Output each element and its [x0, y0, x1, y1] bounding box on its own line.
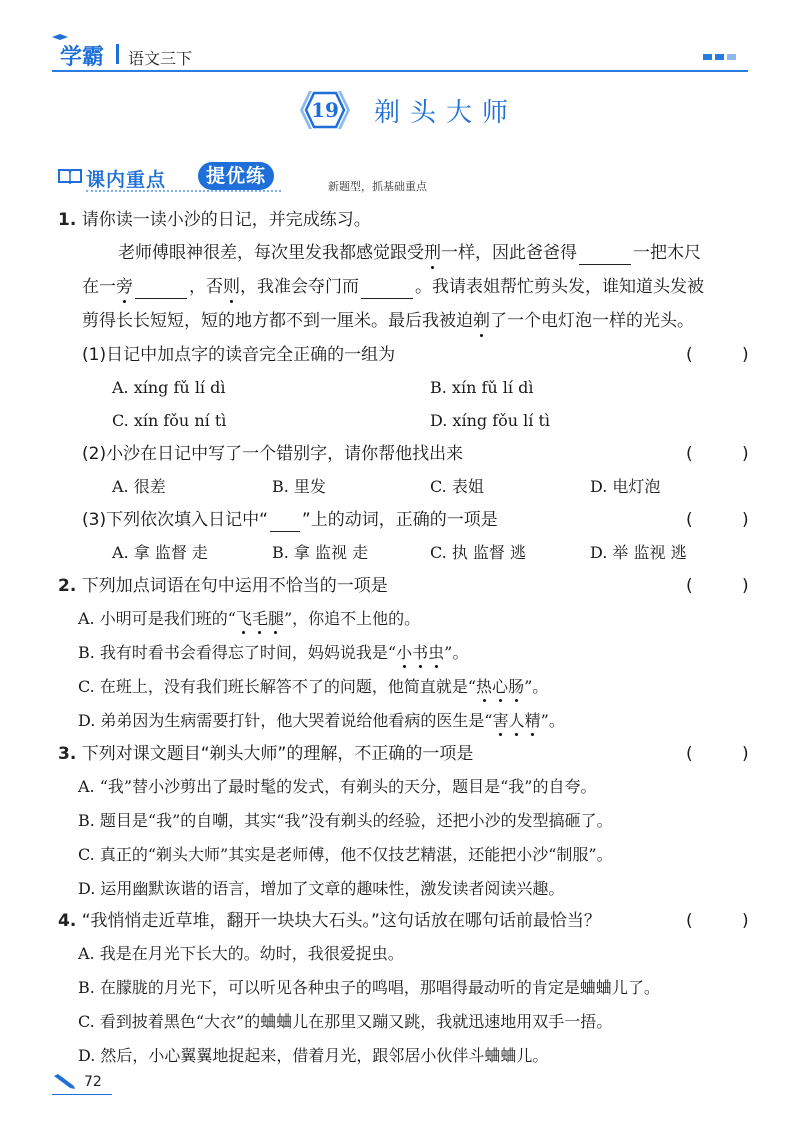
question-stem: 下列加点词语在句中运用不恰当的一项是: [81, 576, 388, 596]
answer-paren[interactable]: ( ): [686, 510, 771, 530]
header-divider: [52, 70, 748, 72]
brand-separator: [116, 44, 119, 64]
sub-question-3: [82, 508, 498, 532]
option-c[interactable]: C. 执 监督 逃: [430, 543, 527, 562]
page-number: 72: [84, 1074, 102, 1090]
option-c[interactable]: C. 看到披着黑色“大衣”的蛐蛐儿在那里又蹦又跳，我就迅速地用双手一捂。: [78, 1012, 613, 1031]
option-a[interactable]: A. xíng fǔ lí dì: [112, 378, 226, 397]
question-stem: 请你读一读小沙的日记，并完成练习。: [81, 210, 371, 230]
question-2: [58, 574, 388, 598]
diary-line-2: [82, 275, 704, 299]
option-b[interactable]: B. 在朦胧的月光下，可以听见各种虫子的鸣唱，那唱得最动听的肯定是蛐蛐儿了。: [78, 978, 660, 997]
sub-question-2: (2)小沙在日记中写了一个错别字，请你帮他找出来: [82, 444, 464, 464]
dotted-char: 毛: [251, 609, 268, 628]
option-d[interactable]: D. 运用幽默诙谐的语言，增加了文章的趣味性，激发读者阅读兴趣。: [78, 879, 565, 898]
question-4: [58, 909, 601, 933]
option-a[interactable]: A. “我”替小沙剪出了最时髦的发式，有剃头的天分，题目是“我”的自夸。: [78, 777, 597, 796]
option-b[interactable]: B. 题目是“我”的自嘲，其实“我”没有剃头的经验，还把小沙的发型搞砸了。: [78, 811, 613, 830]
option-a[interactable]: [78, 607, 420, 631]
option-b[interactable]: B. 拿 监视 走: [272, 543, 369, 562]
sub-question-1: (1)日记中加点字的读音完全正确的一组为: [82, 345, 396, 365]
dotted-char: 腿: [267, 609, 284, 628]
dotted-char: 热: [476, 677, 493, 696]
option-text: ”。: [524, 677, 549, 696]
page-footer: [52, 1068, 172, 1098]
diary-text: 在一: [82, 277, 116, 297]
footer-divider: [52, 1094, 112, 1095]
option-d[interactable]: [78, 709, 565, 733]
option-b[interactable]: [78, 641, 468, 665]
lesson-number: 19: [311, 98, 339, 122]
answer-paren[interactable]: ( ): [686, 744, 771, 764]
option-d[interactable]: D. xíng fǒu lí tì: [430, 411, 551, 430]
diary-text: 了一个电灯泡一样的光头。: [490, 311, 694, 331]
question-3: [58, 742, 473, 766]
question-number: 3.: [58, 744, 77, 764]
option-c[interactable]: C. 表姐: [430, 477, 484, 496]
section-bar: [58, 160, 458, 194]
dotted-char: 小: [396, 643, 413, 662]
option-text: D. 弟弟因为生病需要打针，他大哭着说给他看病的医生是“: [78, 711, 493, 730]
option-text: B. 我有时看书会看得忘了时间，妈妈说我是“: [78, 643, 397, 662]
question-1: [58, 208, 371, 232]
diary-text: 一把木尺: [633, 243, 701, 263]
blank-marker: [270, 514, 300, 532]
dotted-word: [396, 643, 444, 662]
option-d[interactable]: D. 举 监视 逃: [590, 543, 687, 562]
option-d[interactable]: D. 然后，小心翼翼地捉起来，借着月光，跟邻居小伙伴斗蛐蛐儿。: [78, 1046, 549, 1065]
dotted-char: 刑: [424, 243, 441, 263]
book-icon: [58, 168, 82, 184]
lesson-heading: [298, 88, 518, 132]
diary-text: 一样，因此爸爸得: [441, 243, 577, 263]
option-text: ”。: [444, 643, 469, 662]
fill-blank[interactable]: [579, 247, 631, 265]
answer-paren[interactable]: ( ): [686, 911, 771, 931]
dotted-char: 肠: [508, 677, 525, 696]
fill-blank[interactable]: [135, 281, 187, 299]
subject-label: 语文三下: [128, 49, 193, 68]
diary-line-1: [118, 241, 701, 265]
option-a[interactable]: A. 我是在月光下长大的。幼时，我很爱捉虫。: [78, 944, 404, 963]
section-note: 新题型，抓基础重点: [328, 180, 427, 193]
diary-text: ，我准会夺门而: [240, 277, 359, 297]
brand-logo: 学霸: [60, 45, 105, 70]
question-stem: “我悄悄走近草堆，翻开一块块大石头。”这句话放在哪句话前最恰当？: [81, 911, 601, 931]
diary-line-3: [82, 309, 694, 333]
dotted-char: 心: [492, 677, 509, 696]
question-number: 4.: [58, 911, 77, 931]
option-d[interactable]: D. 电灯泡: [590, 477, 661, 496]
answer-paren[interactable]: ( ): [686, 576, 771, 596]
answer-paren[interactable]: ( ): [686, 345, 771, 365]
dotted-char: 则: [223, 277, 240, 297]
option-a[interactable]: A. 很差: [112, 477, 166, 496]
section-pill: 提优练: [198, 162, 274, 190]
option-text: ”。: [540, 711, 565, 730]
option-b[interactable]: B. 里发: [272, 477, 326, 496]
dotted-char: 虫: [428, 643, 445, 662]
option-c[interactable]: C. xín fǒu ní tì: [112, 411, 227, 430]
fill-blank[interactable]: [361, 281, 413, 299]
diary-text: 。我请表姐帮忙剪头发，谁知道头发被: [415, 277, 704, 297]
dotted-char: 害: [492, 711, 509, 730]
question-text: ”上的动词，正确的一项是: [301, 510, 498, 530]
option-a[interactable]: A. 拿 监督 走: [112, 543, 208, 562]
diary-text: 剪得长长短短，短的地方都不到一厘米。最后我被迫: [82, 311, 473, 331]
lesson-number-badge: [298, 90, 352, 130]
pen-icon: [52, 1072, 76, 1090]
option-text: A. 小明可是我们班的“: [78, 609, 236, 628]
page-header: [52, 34, 748, 74]
option-b[interactable]: B. xín fǔ lí dì: [430, 378, 534, 397]
dotted-char: 剃: [473, 311, 490, 331]
section-dashed-line: [86, 190, 281, 192]
option-text: ”，你追不上他的。: [283, 609, 421, 628]
diary-text: ，否: [189, 277, 223, 297]
dotted-word: [476, 677, 524, 696]
question-stem: 下列对课文题目“剃头大师”的理解，不正确的一项是: [81, 744, 474, 764]
dotted-char: 精: [524, 711, 541, 730]
lesson-title: 剃头大师: [374, 97, 519, 128]
header-dots: [703, 54, 736, 60]
dotted-char: 书: [412, 643, 429, 662]
dotted-char: 人: [508, 711, 525, 730]
answer-paren[interactable]: ( ): [686, 444, 771, 464]
option-c[interactable]: [78, 675, 548, 699]
dotted-char: 飞: [235, 609, 252, 628]
dotted-char: 旁: [116, 277, 133, 297]
option-text: C. 在班上，没有我们班长解答不了的问题，他简直就是“: [78, 677, 477, 696]
question-text: (3)下列依次填入日记中“: [82, 510, 268, 530]
section-label: 课内重点: [86, 169, 167, 191]
dotted-word: [236, 609, 284, 628]
question-number: 2.: [58, 576, 77, 596]
question-number: 1.: [58, 210, 77, 230]
diary-text: 老师傅眼神很差，每次里发我都感觉跟受: [118, 243, 424, 263]
option-c[interactable]: C. 真正的“剃头大师”其实是老师傅，他不仅技艺精湛，还能把小沙“制服”。: [78, 845, 613, 864]
dotted-word: [493, 711, 541, 730]
